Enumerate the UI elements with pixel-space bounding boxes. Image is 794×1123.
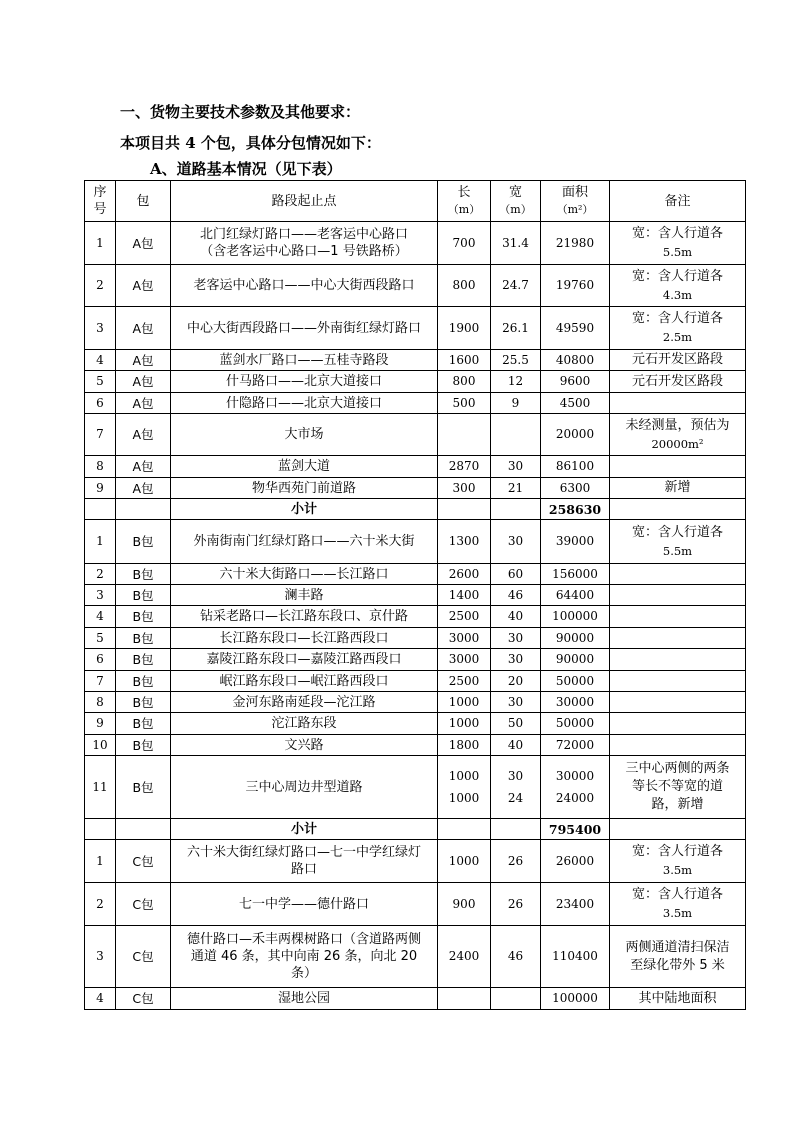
- cell-area: 64400: [541, 585, 610, 606]
- cell-route: [171, 456, 438, 478]
- route-line: 七一中学——德什路口: [238, 896, 369, 912]
- table-row: [85, 606, 746, 628]
- cell-route: [171, 585, 438, 606]
- note-line: 5.5m: [662, 543, 693, 558]
- cell-package: C包: [116, 883, 171, 926]
- cell-package: B包: [116, 520, 171, 564]
- route-line: （含老客运中心路口—1 号铁路桥）: [200, 244, 408, 259]
- note-line: 元石开发区路段: [631, 352, 723, 367]
- route-line: 大市场: [284, 427, 324, 442]
- route-line: 通道 46 条，其中向南 26 条，向北 20: [190, 949, 418, 964]
- cell-package: A包: [116, 350, 171, 371]
- cell-seq: 10: [85, 735, 116, 756]
- note-line: 宽：含人行道各: [631, 268, 723, 284]
- cell-area: 23400: [541, 883, 610, 926]
- cell-route: [171, 606, 438, 628]
- route-line: 物华西苑门前道路: [251, 480, 356, 496]
- cell-route: 三中心周边井型道路: [171, 756, 438, 819]
- cell-width: 46: [491, 926, 541, 988]
- cell-seq: 2: [85, 564, 116, 585]
- cell-width: 40: [491, 606, 541, 628]
- cell-route: [171, 393, 438, 414]
- cell-width: 40: [491, 735, 541, 756]
- subtotal-label: 小计: [171, 499, 438, 520]
- table-row: [85, 371, 746, 393]
- cell-note: [610, 713, 746, 735]
- table-row: [85, 671, 746, 692]
- table-row: [85, 883, 746, 926]
- cell-route: [171, 265, 438, 307]
- cell-area: 50000: [541, 671, 610, 692]
- cell-route: [171, 713, 438, 735]
- cell-note: [610, 350, 746, 371]
- cell-route: [171, 350, 438, 371]
- cell-note: [610, 628, 746, 649]
- cell-seq: 2: [85, 883, 116, 926]
- cell-length: 1600: [438, 350, 491, 371]
- cell-seq: 2: [85, 265, 116, 307]
- width-value: 24: [507, 791, 524, 805]
- route-line: 澜丰路: [284, 587, 324, 603]
- cell-length: 500: [438, 393, 491, 414]
- note-line: 宽：含人行道各: [631, 844, 723, 859]
- cell-width: 25.5: [491, 350, 541, 371]
- cell-note: [610, 926, 746, 988]
- cell-length: 800: [438, 371, 491, 393]
- table-row: [85, 350, 746, 371]
- cell-package: B包: [116, 713, 171, 735]
- table-row: [85, 713, 746, 735]
- note-line: 3.5m: [662, 863, 693, 877]
- table-caption: A、道路基本情况（见下表）: [150, 160, 342, 178]
- cell-note: [610, 520, 746, 564]
- table-row: [85, 585, 746, 606]
- cell-width: 46: [491, 585, 541, 606]
- width-value: 30: [507, 769, 524, 783]
- cell-route: [171, 692, 438, 713]
- package-c-rows: [85, 840, 746, 1010]
- route-line: 文兴路: [284, 737, 324, 753]
- cell-width: 30: [491, 692, 541, 713]
- route-line: 什马路口——北京大道接口: [225, 374, 382, 389]
- table-row: [85, 840, 746, 883]
- note-line: 4.3m: [662, 287, 693, 302]
- table-row: [85, 756, 746, 819]
- route-line: 什隐路口——北京大道接口: [225, 395, 382, 411]
- header-width: [491, 181, 541, 222]
- length-value: 1000: [448, 791, 480, 805]
- cell-area: 20000: [541, 414, 610, 456]
- route-line: 外南街南门红绿灯路口——六十米大街: [193, 534, 415, 549]
- header-seq-line1: 序: [93, 185, 107, 200]
- route-line: 钻采老路口—长江路东段口、京什路: [199, 609, 408, 624]
- header-area-unit: （m²）: [556, 203, 594, 216]
- cell-note: [610, 988, 746, 1010]
- cell-length: [438, 756, 491, 819]
- cell-length: 1400: [438, 585, 491, 606]
- cell-length: 2400: [438, 926, 491, 988]
- route-line: 六十米大街红绿灯路口—七一中学红绿灯: [186, 845, 421, 860]
- cell-package: C包: [116, 926, 171, 988]
- header-width-unit: （m）: [499, 203, 532, 216]
- cell-package: A包: [116, 393, 171, 414]
- header-length-label: 长: [457, 185, 471, 200]
- area-value: 24000: [555, 791, 595, 805]
- cell-package: A包: [116, 307, 171, 350]
- package-b-rows: [85, 520, 746, 756]
- note-line: 20000m²: [651, 436, 704, 451]
- subtotal-length: [438, 499, 491, 520]
- note-line: 未经测量，预估为: [625, 417, 730, 433]
- cell-route: [171, 222, 438, 265]
- cell-route: [171, 414, 438, 456]
- cell-package: B包: [116, 735, 171, 756]
- cell-area: 4500: [541, 393, 610, 414]
- cell-package: B包: [116, 692, 171, 713]
- header-length-unit: （m）: [447, 203, 481, 216]
- cell-note: [610, 564, 746, 585]
- note-line: 5.5m: [662, 245, 693, 259]
- cell-length: 1000: [438, 692, 491, 713]
- cell-note: [610, 671, 746, 692]
- subtotal-width: [491, 819, 541, 840]
- header-note: 备注: [610, 181, 746, 222]
- cell-area: 21980: [541, 222, 610, 265]
- cell-package: A包: [116, 414, 171, 456]
- subtotal-package: [116, 499, 171, 520]
- cell-note: [610, 756, 746, 819]
- header-route: 路段起止点: [171, 181, 438, 222]
- route-line: 湿地公园: [277, 991, 330, 1006]
- cell-width: 30: [491, 456, 541, 478]
- route-line: 路口: [290, 862, 317, 877]
- cell-note: [610, 371, 746, 393]
- note-line: 元石开发区路段: [631, 373, 723, 389]
- cell-length: 3000: [438, 628, 491, 649]
- cell-note: [610, 692, 746, 713]
- package-a-rows: [85, 222, 746, 499]
- cell-seq: 1: [85, 520, 116, 564]
- cell-seq: 4: [85, 606, 116, 628]
- cell-seq: 3: [85, 307, 116, 350]
- note-line: 宽：含人行道各: [631, 887, 723, 902]
- cell-package: A包: [116, 265, 171, 307]
- table-header-row: [85, 181, 746, 222]
- route-line: 岷江路东段口—岷江路西段口: [219, 673, 389, 689]
- row-b11-group: [85, 756, 746, 819]
- cell-note: [610, 307, 746, 350]
- cell-note: [610, 456, 746, 478]
- cell-route: [171, 628, 438, 649]
- cell-length: 2870: [438, 456, 491, 478]
- cell-length: 1000: [438, 713, 491, 735]
- cell-seq: 8: [85, 692, 116, 713]
- cell-package: A包: [116, 371, 171, 393]
- subtotal-area: 258630: [541, 499, 610, 520]
- cell-width: [491, 414, 541, 456]
- cell-note: [610, 883, 746, 926]
- cell-width: 60: [491, 564, 541, 585]
- table-row: [85, 649, 746, 671]
- table-row: [85, 414, 746, 456]
- note-line: 三中心两侧的两条: [625, 761, 730, 776]
- cell-seq: 9: [85, 478, 116, 499]
- table-row: [85, 222, 746, 265]
- subtotal-note: [610, 819, 746, 840]
- cell-width: 12: [491, 371, 541, 393]
- subtotal-package: [116, 819, 171, 840]
- cell-package: A包: [116, 222, 171, 265]
- cell-note: [610, 606, 746, 628]
- cell-package: A包: [116, 456, 171, 478]
- header-area: [541, 181, 610, 222]
- note-line: 等长不等宽的道: [631, 779, 723, 794]
- header-package: 包: [116, 181, 171, 222]
- cell-seq: 6: [85, 649, 116, 671]
- header-length: [438, 181, 491, 222]
- table-row: [85, 988, 746, 1010]
- cell-seq: 1: [85, 222, 116, 265]
- cell-route: [171, 671, 438, 692]
- cell-seq: 7: [85, 414, 116, 456]
- cell-length: 1000: [438, 840, 491, 883]
- cell-width: 26: [491, 883, 541, 926]
- cell-note: [610, 265, 746, 307]
- cell-package: B包: [116, 756, 171, 819]
- cell-width: 30: [491, 649, 541, 671]
- cell-route: [171, 926, 438, 988]
- header-width-label: 宽: [508, 185, 522, 200]
- cell-note: [610, 585, 746, 606]
- table-row: [85, 393, 746, 414]
- subtotal-length: [438, 819, 491, 840]
- cell-route: [171, 735, 438, 756]
- cell-package: C包: [116, 988, 171, 1010]
- area-value: 30000: [555, 769, 595, 783]
- cell-area: [541, 756, 610, 819]
- cell-width: 30: [491, 520, 541, 564]
- table-row: [85, 926, 746, 988]
- cell-area: 100000: [541, 988, 610, 1010]
- cell-note: [610, 649, 746, 671]
- cell-area: 40800: [541, 350, 610, 371]
- cell-length: 1800: [438, 735, 491, 756]
- cell-seq: 9: [85, 713, 116, 735]
- note-line: 其中陆地面积: [638, 990, 717, 1006]
- note-line: 宽：含人行道各: [631, 226, 723, 241]
- cell-width: [491, 988, 541, 1010]
- cell-seq: 11: [85, 756, 116, 819]
- route-line: 长江路东段口—长江路西段口: [219, 630, 389, 646]
- cell-package: B包: [116, 628, 171, 649]
- subtotal-seq: [85, 819, 116, 840]
- note-line: 路，新增: [651, 797, 704, 812]
- cell-note: [610, 222, 746, 265]
- cell-package: A包: [116, 478, 171, 499]
- cell-seq: 5: [85, 371, 116, 393]
- table-row: [85, 520, 746, 564]
- subtotal-row: [85, 819, 746, 840]
- cell-package: B包: [116, 649, 171, 671]
- subtotal-note: [610, 499, 746, 520]
- length-value: 1000: [448, 769, 480, 783]
- header-seq-line2: 号: [93, 202, 107, 217]
- cell-length: 2500: [438, 606, 491, 628]
- subtotal-label: 小计: [171, 819, 438, 840]
- note-line: 两侧通道清扫保洁: [625, 939, 730, 955]
- cell-area: 30000: [541, 692, 610, 713]
- subtotal-a: [85, 499, 746, 520]
- cell-length: 3000: [438, 649, 491, 671]
- cell-route: [171, 649, 438, 671]
- note-line: 新增: [664, 480, 691, 495]
- cell-package: C包: [116, 840, 171, 883]
- cell-route: [171, 371, 438, 393]
- cell-length: 1900: [438, 307, 491, 350]
- cell-width: 9: [491, 393, 541, 414]
- subtotal-area: 795400: [541, 819, 610, 840]
- cell-area: 156000: [541, 564, 610, 585]
- cell-length: 900: [438, 883, 491, 926]
- cell-width: 21: [491, 478, 541, 499]
- cell-route: [171, 564, 438, 585]
- route-line: 嘉陵江路东段口—嘉陵江路西段口: [206, 652, 402, 667]
- header-area-label: 面积: [561, 185, 588, 200]
- cell-area: 26000: [541, 840, 610, 883]
- cell-note: [610, 735, 746, 756]
- cell-width: 50: [491, 713, 541, 735]
- cell-length: 700: [438, 222, 491, 265]
- package-summary: 本项目共 4 个包，具体分包情况如下：: [120, 134, 381, 152]
- cell-note: [610, 393, 746, 414]
- cell-length: 300: [438, 478, 491, 499]
- note-line: 3.5m: [662, 906, 693, 920]
- note-line: 宽：含人行道各: [631, 524, 723, 540]
- cell-width: [491, 756, 541, 819]
- route-line: 北门红绿灯路口——老客运中心路口: [199, 227, 408, 242]
- cell-seq: 8: [85, 456, 116, 478]
- subtotal-width: [491, 499, 541, 520]
- table-row: [85, 692, 746, 713]
- cell-area: 90000: [541, 628, 610, 649]
- table-row: [85, 307, 746, 350]
- cell-seq: 4: [85, 988, 116, 1010]
- route-line: 蓝剑水厂路口——五桂寺路段: [219, 352, 389, 368]
- cell-route: [171, 307, 438, 350]
- cell-package: B包: [116, 564, 171, 585]
- subtotal-seq: [85, 499, 116, 520]
- cell-area: 39000: [541, 520, 610, 564]
- note-line: 至绿化带外 5 米: [630, 957, 725, 973]
- cell-width: 24.7: [491, 265, 541, 307]
- cell-seq: 1: [85, 840, 116, 883]
- note-line: 宽：含人行道各: [631, 311, 723, 326]
- cell-route: [171, 478, 438, 499]
- cell-length: 1300: [438, 520, 491, 564]
- cell-note: [610, 414, 746, 456]
- cell-area: 72000: [541, 735, 610, 756]
- cell-note: [610, 840, 746, 883]
- cell-package: B包: [116, 585, 171, 606]
- cell-width: 30: [491, 628, 541, 649]
- table-row: [85, 628, 746, 649]
- subtotal-b: [85, 819, 746, 840]
- cell-area: 86100: [541, 456, 610, 478]
- section-heading: 一、货物主要技术参数及其他要求：: [120, 103, 361, 121]
- cell-note: [610, 478, 746, 499]
- route-line: 金河东路南延段—沱江路: [232, 694, 376, 710]
- route-line: 条）: [290, 966, 317, 981]
- cell-area: 19760: [541, 265, 610, 307]
- cell-seq: 7: [85, 671, 116, 692]
- cell-seq: 3: [85, 926, 116, 988]
- cell-route: [171, 520, 438, 564]
- cell-width: 26: [491, 840, 541, 883]
- cell-route: [171, 883, 438, 926]
- cell-route: [171, 988, 438, 1010]
- route-line: 老客运中心路口——中心大街西段路口: [193, 278, 415, 293]
- cell-length: [438, 988, 491, 1010]
- subtotal-row: [85, 499, 746, 520]
- cell-seq: 5: [85, 628, 116, 649]
- cell-width: 26.1: [491, 307, 541, 350]
- table-row: [85, 265, 746, 307]
- table-row: [85, 564, 746, 585]
- cell-length: [438, 414, 491, 456]
- cell-package: B包: [116, 671, 171, 692]
- cell-area: 50000: [541, 713, 610, 735]
- cell-area: 9600: [541, 371, 610, 393]
- cell-package: B包: [116, 606, 171, 628]
- header-seq: [85, 181, 116, 222]
- route-line: 沱江路东段: [271, 716, 337, 731]
- cell-area: 110400: [541, 926, 610, 988]
- cell-length: 2600: [438, 564, 491, 585]
- cell-area: 6300: [541, 478, 610, 499]
- cell-length: 2500: [438, 671, 491, 692]
- cell-area: 100000: [541, 606, 610, 628]
- cell-seq: 6: [85, 393, 116, 414]
- route-line: 德什路口—禾丰两棵树路口（含道路两侧: [186, 932, 421, 947]
- cell-seq: 4: [85, 350, 116, 371]
- table-row: [85, 456, 746, 478]
- cell-seq: 3: [85, 585, 116, 606]
- table-row: [85, 735, 746, 756]
- cell-width: 20: [491, 671, 541, 692]
- cell-area: 49590: [541, 307, 610, 350]
- cell-route: [171, 840, 438, 883]
- cell-length: 800: [438, 265, 491, 307]
- route-line: 中心大街西段路口——外南街红绿灯路口: [186, 320, 421, 336]
- route-line: 蓝剑大道: [277, 459, 330, 474]
- note-line: 2.5m: [662, 330, 693, 344]
- cell-area: 90000: [541, 649, 610, 671]
- route-line: 六十米大街路口——长江路口: [219, 566, 389, 582]
- table-row: [85, 478, 746, 499]
- road-info-table: [84, 180, 746, 1010]
- cell-width: 31.4: [491, 222, 541, 265]
